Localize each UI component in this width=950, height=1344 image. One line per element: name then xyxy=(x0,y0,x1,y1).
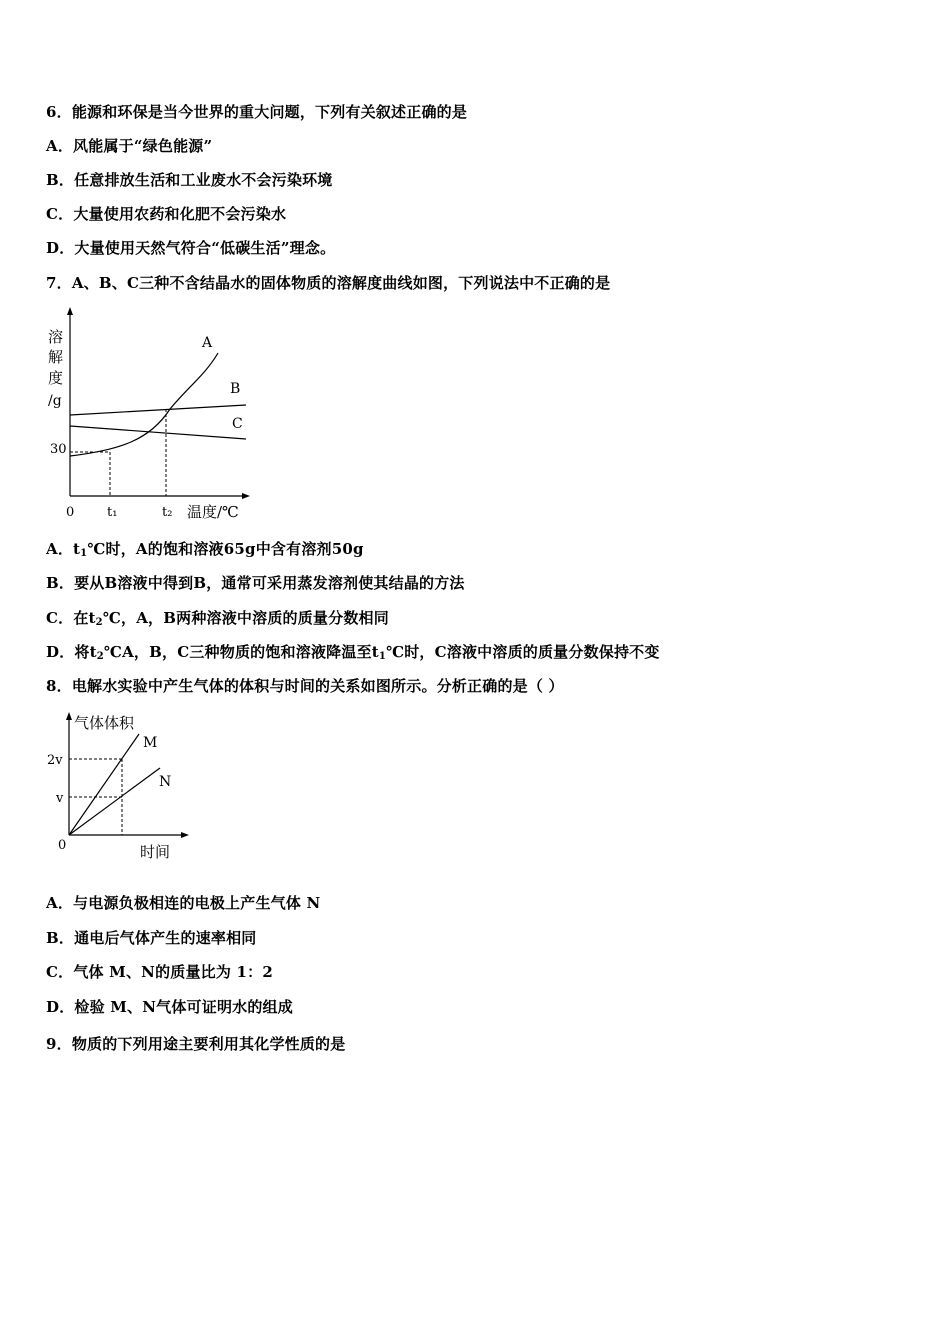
q6-stem: 6．能源和环保是当今世界的重大问题，下列有关叙述正确的是 xyxy=(46,103,468,121)
q7-option-b: B．要从B溶液中得到B，通常可采用蒸发溶剂使其结晶的方法 xyxy=(46,574,465,592)
subscript: 2 xyxy=(95,617,103,628)
y-tick-v: v xyxy=(56,791,64,806)
origin-label: 0 xyxy=(66,505,75,520)
q7-stem: 7．A、B、C三种不含结晶水的固体物质的溶解度曲线如图，下列说法中不正确的是 xyxy=(46,274,611,292)
curve-a xyxy=(70,353,218,456)
x-axis-arrow xyxy=(242,493,250,499)
q6-option-c: C．大量使用农药和化肥不会污染水 xyxy=(46,205,287,223)
line-m-label: M xyxy=(143,735,158,751)
q7-option-d-text: D．将t xyxy=(46,643,97,661)
x-label: 温度/℃ xyxy=(187,503,239,521)
y-label-1: 溶 xyxy=(48,328,64,346)
q7-option-a-text: A．t xyxy=(46,540,81,558)
q8-option-b: B．通电后气体产生的速率相同 xyxy=(46,929,257,947)
gas-volume-figure xyxy=(44,708,194,863)
q7-option-d xyxy=(46,642,660,667)
q8-option-d: D．检验 M、N气体可证明水的组成 xyxy=(46,998,293,1016)
q8-option-c: C．气体 M、N的质量比为 1：2 xyxy=(46,963,273,981)
curve-b xyxy=(70,405,246,415)
curve-c-label: C xyxy=(232,416,243,432)
y-label: 气体体积 xyxy=(74,714,135,732)
y-label-2: 解 xyxy=(48,348,64,366)
line-n xyxy=(69,768,160,835)
solubility-curve-figure xyxy=(40,305,255,527)
q9-stem: 9．物质的下列用途主要利用其化学性质的是 xyxy=(46,1035,346,1053)
curve-c xyxy=(70,426,246,439)
y-label-4: /g xyxy=(48,393,62,409)
origin-label: 0 xyxy=(58,838,67,853)
x-axis-arrow xyxy=(181,832,189,838)
q7-option-a xyxy=(46,539,364,564)
x-tick-t2: t₂ xyxy=(162,505,173,520)
subscript: 1 xyxy=(378,651,387,662)
q8-stem: 8．电解水实验中产生气体的体积与时间的关系如图所示。分析正确的是（ ） xyxy=(46,677,564,695)
q7-option-a-text-2: ℃时，A的饱和溶液65g中含有溶剂50g xyxy=(87,540,364,558)
y-axis-arrow xyxy=(66,712,72,720)
subscript: 1 xyxy=(80,548,88,559)
q6-option-a: A．风能属于“绿色能源” xyxy=(46,137,213,155)
curve-b-label: B xyxy=(230,381,241,397)
x-tick-t1: t₁ xyxy=(107,505,118,520)
q7-option-d-text-2: ℃A，B，C三种物质的饱和溶液降温至t xyxy=(103,643,379,661)
y-tick-30: 30 xyxy=(50,442,67,457)
line-n-label: N xyxy=(159,774,172,790)
curve-a-label: A xyxy=(202,335,213,351)
q7-option-c-text: C．在t xyxy=(46,609,96,627)
y-axis-arrow xyxy=(67,307,73,315)
subscript: 2 xyxy=(96,651,104,662)
y-label-3: 度 xyxy=(48,369,64,387)
q7-option-c-text-2: ℃，A，B两种溶液中溶质的质量分数相同 xyxy=(102,609,389,627)
q7-option-d-text-3: ℃时，C溶液中溶质的质量分数保持不变 xyxy=(386,643,660,661)
q7-option-c xyxy=(46,608,389,633)
line-m xyxy=(69,734,139,835)
q6-option-d: D．大量使用天然气符合“低碳生活”理念。 xyxy=(46,239,336,257)
x-label: 时间 xyxy=(140,843,171,861)
q8-option-a: A．与电源负极相连的电极上产生气体 N xyxy=(46,894,321,912)
q6-option-b: B．任意排放生活和工业废水不会污染环境 xyxy=(46,171,333,189)
y-tick-2v: 2v xyxy=(47,753,63,768)
